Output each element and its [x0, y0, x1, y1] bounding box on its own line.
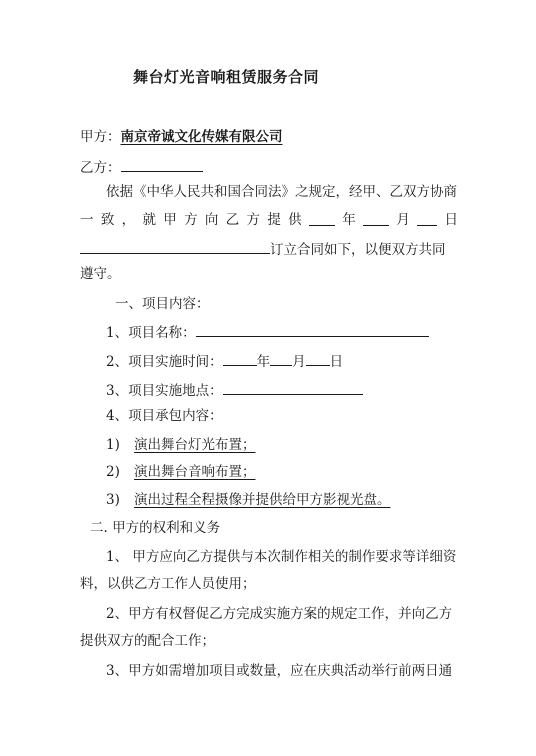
project-name-blank — [196, 322, 429, 337]
party-b-label: 乙方： — [80, 160, 121, 176]
preamble-line-2: 一 致 ， 就 甲 方 向 乙 方 提 供 年 月 日 — [80, 212, 458, 228]
project-place-line: 3、项目实施地点： — [106, 380, 363, 400]
time-month-blank — [270, 351, 292, 366]
party-a-line — [80, 128, 283, 146]
section-2-heading: 二. 甲方的权利和义务 — [90, 520, 221, 536]
day-blank — [417, 211, 437, 226]
party-a-label: 甲方： — [80, 129, 121, 145]
time-day-blank — [306, 351, 330, 366]
sub-item-1: 1) 演出舞台灯光布置； — [106, 437, 256, 453]
section-2-p3-line-1: 3、甲方如需增加项目或数量，应在庆典活动举行前两日通 — [106, 663, 453, 679]
section-1-heading: 一、项目内容： — [115, 296, 210, 312]
month-blank — [363, 211, 389, 226]
month-label: 月 — [396, 212, 410, 228]
section-2-p1-line-1: 1、 甲方应向乙方提供与本次制作相关的制作要求等详细资 — [106, 549, 457, 565]
party-b-blank — [121, 157, 203, 172]
sub-item-3: 3) 演出过程全程摄像并提供给甲方影视光盘。 — [106, 492, 391, 508]
section-2-p2-line-1: 2、甲方有权督促乙方完成实施方案的规定工作，并向乙方 — [106, 606, 453, 622]
party-b-line — [80, 157, 203, 177]
time-year-blank — [223, 351, 257, 366]
party-a-name: 南京帝诚文化传媒有限公司 — [120, 129, 283, 145]
day-label: 日 — [444, 212, 458, 228]
page-title: 舞台灯光音响租赁服务合同 — [133, 68, 320, 86]
preamble-line-1: 依据《中华人民共和国合同法》之规定，经甲、乙双方协商 — [106, 184, 457, 200]
sub-item-2: 2) 演出舞台音响布置； — [106, 464, 256, 480]
preamble-line-4: 遵守。 — [80, 266, 121, 282]
section-2-p2-line-2: 提供双方的配合工作； — [80, 633, 215, 649]
project-time-line: 2、项目实施时间： 年 月 日 — [106, 351, 343, 371]
project-place-blank — [223, 380, 363, 395]
project-scope-line: 4、项目承包内容： — [106, 408, 223, 424]
preamble-line-3: 订立合同如下，以便双方共同 — [80, 239, 446, 259]
year-blank — [309, 211, 335, 226]
subject-blank — [80, 239, 270, 254]
section-2-p1-line-2: 料，以供乙方工作人员使用； — [80, 576, 256, 592]
year-label: 年 — [342, 212, 356, 228]
project-name-line: 1、项目名称： — [106, 322, 429, 342]
